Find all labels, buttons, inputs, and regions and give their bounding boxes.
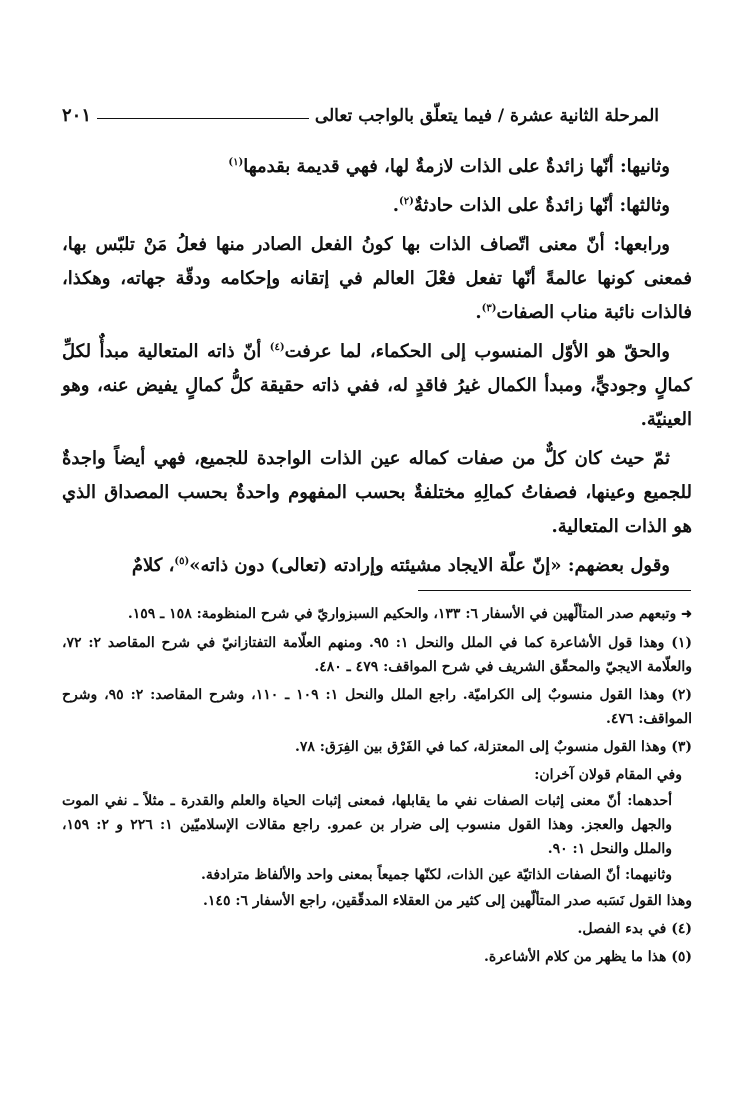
footnote-3: (٣) وهذا القول منسوبٌ إلى المعتزلة، كما في الفَرْق بين الفِرَق: ٧٨. bbox=[294, 739, 692, 755]
paragraph-attributes-identity: ثمّ حيث كان كلٌّ من صفات كماله عين الذات الواجدة للجميع، فهي أيضاً واجدةٌ للجميع وعينها، فصفاتُ كمالِهِ مختلفةٌ بحسب المفهوم واحدةٌ بحسب المصداق الذي هو الذات المتعالية. bbox=[62, 448, 692, 537]
footnote-1: (١) وهذا قول الأشاعرة كما في الملل والنحل ١: ٩٥. ومنهم العلّامة التفتازانيّ في شرح المقاصد ٢: ٧٢، والعلّامة الايجيّ والمحقّق الشريف في شرح المواقف: ٤٧٩ ـ ٤٨٠. bbox=[62, 635, 693, 675]
paragraph-some-say: وقول بعضهم: «إنّ علّة الايجاد مشيئته وإرادته (تعالى) دون ذاته»$^{(٥)}$، كلامٌ bbox=[131, 555, 670, 576]
footnotes bbox=[62, 602, 692, 973]
arrow-left-icon: ➜ bbox=[681, 607, 692, 622]
footnote-3-attribution: وهذا القول نَسَبه صدر المتألّهين إلى كثير من العقلاء المدقّقين، راجع الأسفار ٦: ١٤٥. bbox=[203, 893, 692, 909]
footnote-ref-4: (٤) bbox=[269, 342, 285, 353]
footnote-separator bbox=[418, 590, 691, 591]
running-title: المرحلة الثانية عشرة / فيما يتعلّق بالواجب تعالى bbox=[314, 106, 659, 126]
paragraph-fourth-view: ورابعها: أنّ معنى اتّصاف الذات بها كونُ الفعل الصادر منها فعلُ مَنْ تلبّس بها، فمعنى كونها عالمةً أنّها تفعل فعْلَ العالم في إتقانه وإحكامه ودقّة جهاته، وهكذا، فالذات نائبة مناب الصفات$^{(٣)}$. bbox=[62, 234, 692, 323]
page-number: ٢٠١ bbox=[62, 105, 92, 126]
paragraph-third-view: وثالثها: أنّها زائدةٌ على الذات حادثةٌ$^{(٢)}$. bbox=[392, 195, 670, 216]
footnote-continued: ➜ وتبعهم صدر المتألّهين في الأسفار ٦: ١٣٣، والحكيم السبزواريّ في شرح المنظومة: ١٥٨ ـ ١٥٩. bbox=[127, 606, 692, 622]
footnote-5: (٥) هذا ما يظهر من كلام الأشاعرة. bbox=[484, 949, 692, 965]
footnote-3-second-view: وثانيهما: أنّ الصفات الذاتيّة عين الذات، لكنّها جميعاً بمعنى واحد والألفاظ مترادفة. bbox=[200, 867, 672, 883]
footnote-ref-3: (٣) bbox=[481, 303, 497, 314]
footnote-3-intro: وفي المقام قولان آخران: bbox=[534, 767, 682, 783]
footnote-ref-2: (٢) bbox=[399, 196, 414, 207]
footnote-4: (٤) في بدء الفصل. bbox=[577, 921, 692, 937]
footnote-3-first-view: أحدهما: أنّ معنى إثبات الصفات نفي ما يقابلها، فمعنى إثبات الحياة والعلم والقدرة ـ مثلاً ـ نفي الموت والجهل والعجز. وهذا القول منسوب إلى ضرار بن عمرو. راجع مقالات الإسلاميّين ١: ٢٢٦ و ٢: ١٥٩، والملل والنحل ١: ٩٠. bbox=[62, 793, 673, 857]
page-header bbox=[62, 94, 659, 126]
footnote-ref-5: (٥) bbox=[174, 556, 190, 567]
paragraph-second-view: وثانيها: أنّها زائدةٌ على الذات لازمةٌ لها، فهي قديمة بقدمها$^{(١)}$ bbox=[228, 156, 670, 177]
paragraph-truth: والحقّ هو الأوّل المنسوب إلى الحكماء، لما عرفت$^{(٤)}$ أنّ ذاته المتعالية مبدأٌ لكلِّ كمالٍ وجوديٍّ، ومبدأ الكمال غيرُ فاقدٍ له، ففي ذاته حقيقة كلُّ كمالٍ يفيض عنه، وهو العينيّة. bbox=[62, 341, 692, 430]
footnote-ref-1: (١) bbox=[228, 157, 244, 168]
header-rule bbox=[97, 118, 309, 119]
footnote-2: (٢) وهذا القول منسوبٌ إلى الكراميّة. راجع الملل والنحل ١: ١٠٩ ـ ١١٠، وشرح المقاصد: ٢: ٩٥، وشرح المواقف: ٤٧٦. bbox=[62, 687, 692, 727]
main-text bbox=[62, 150, 692, 588]
